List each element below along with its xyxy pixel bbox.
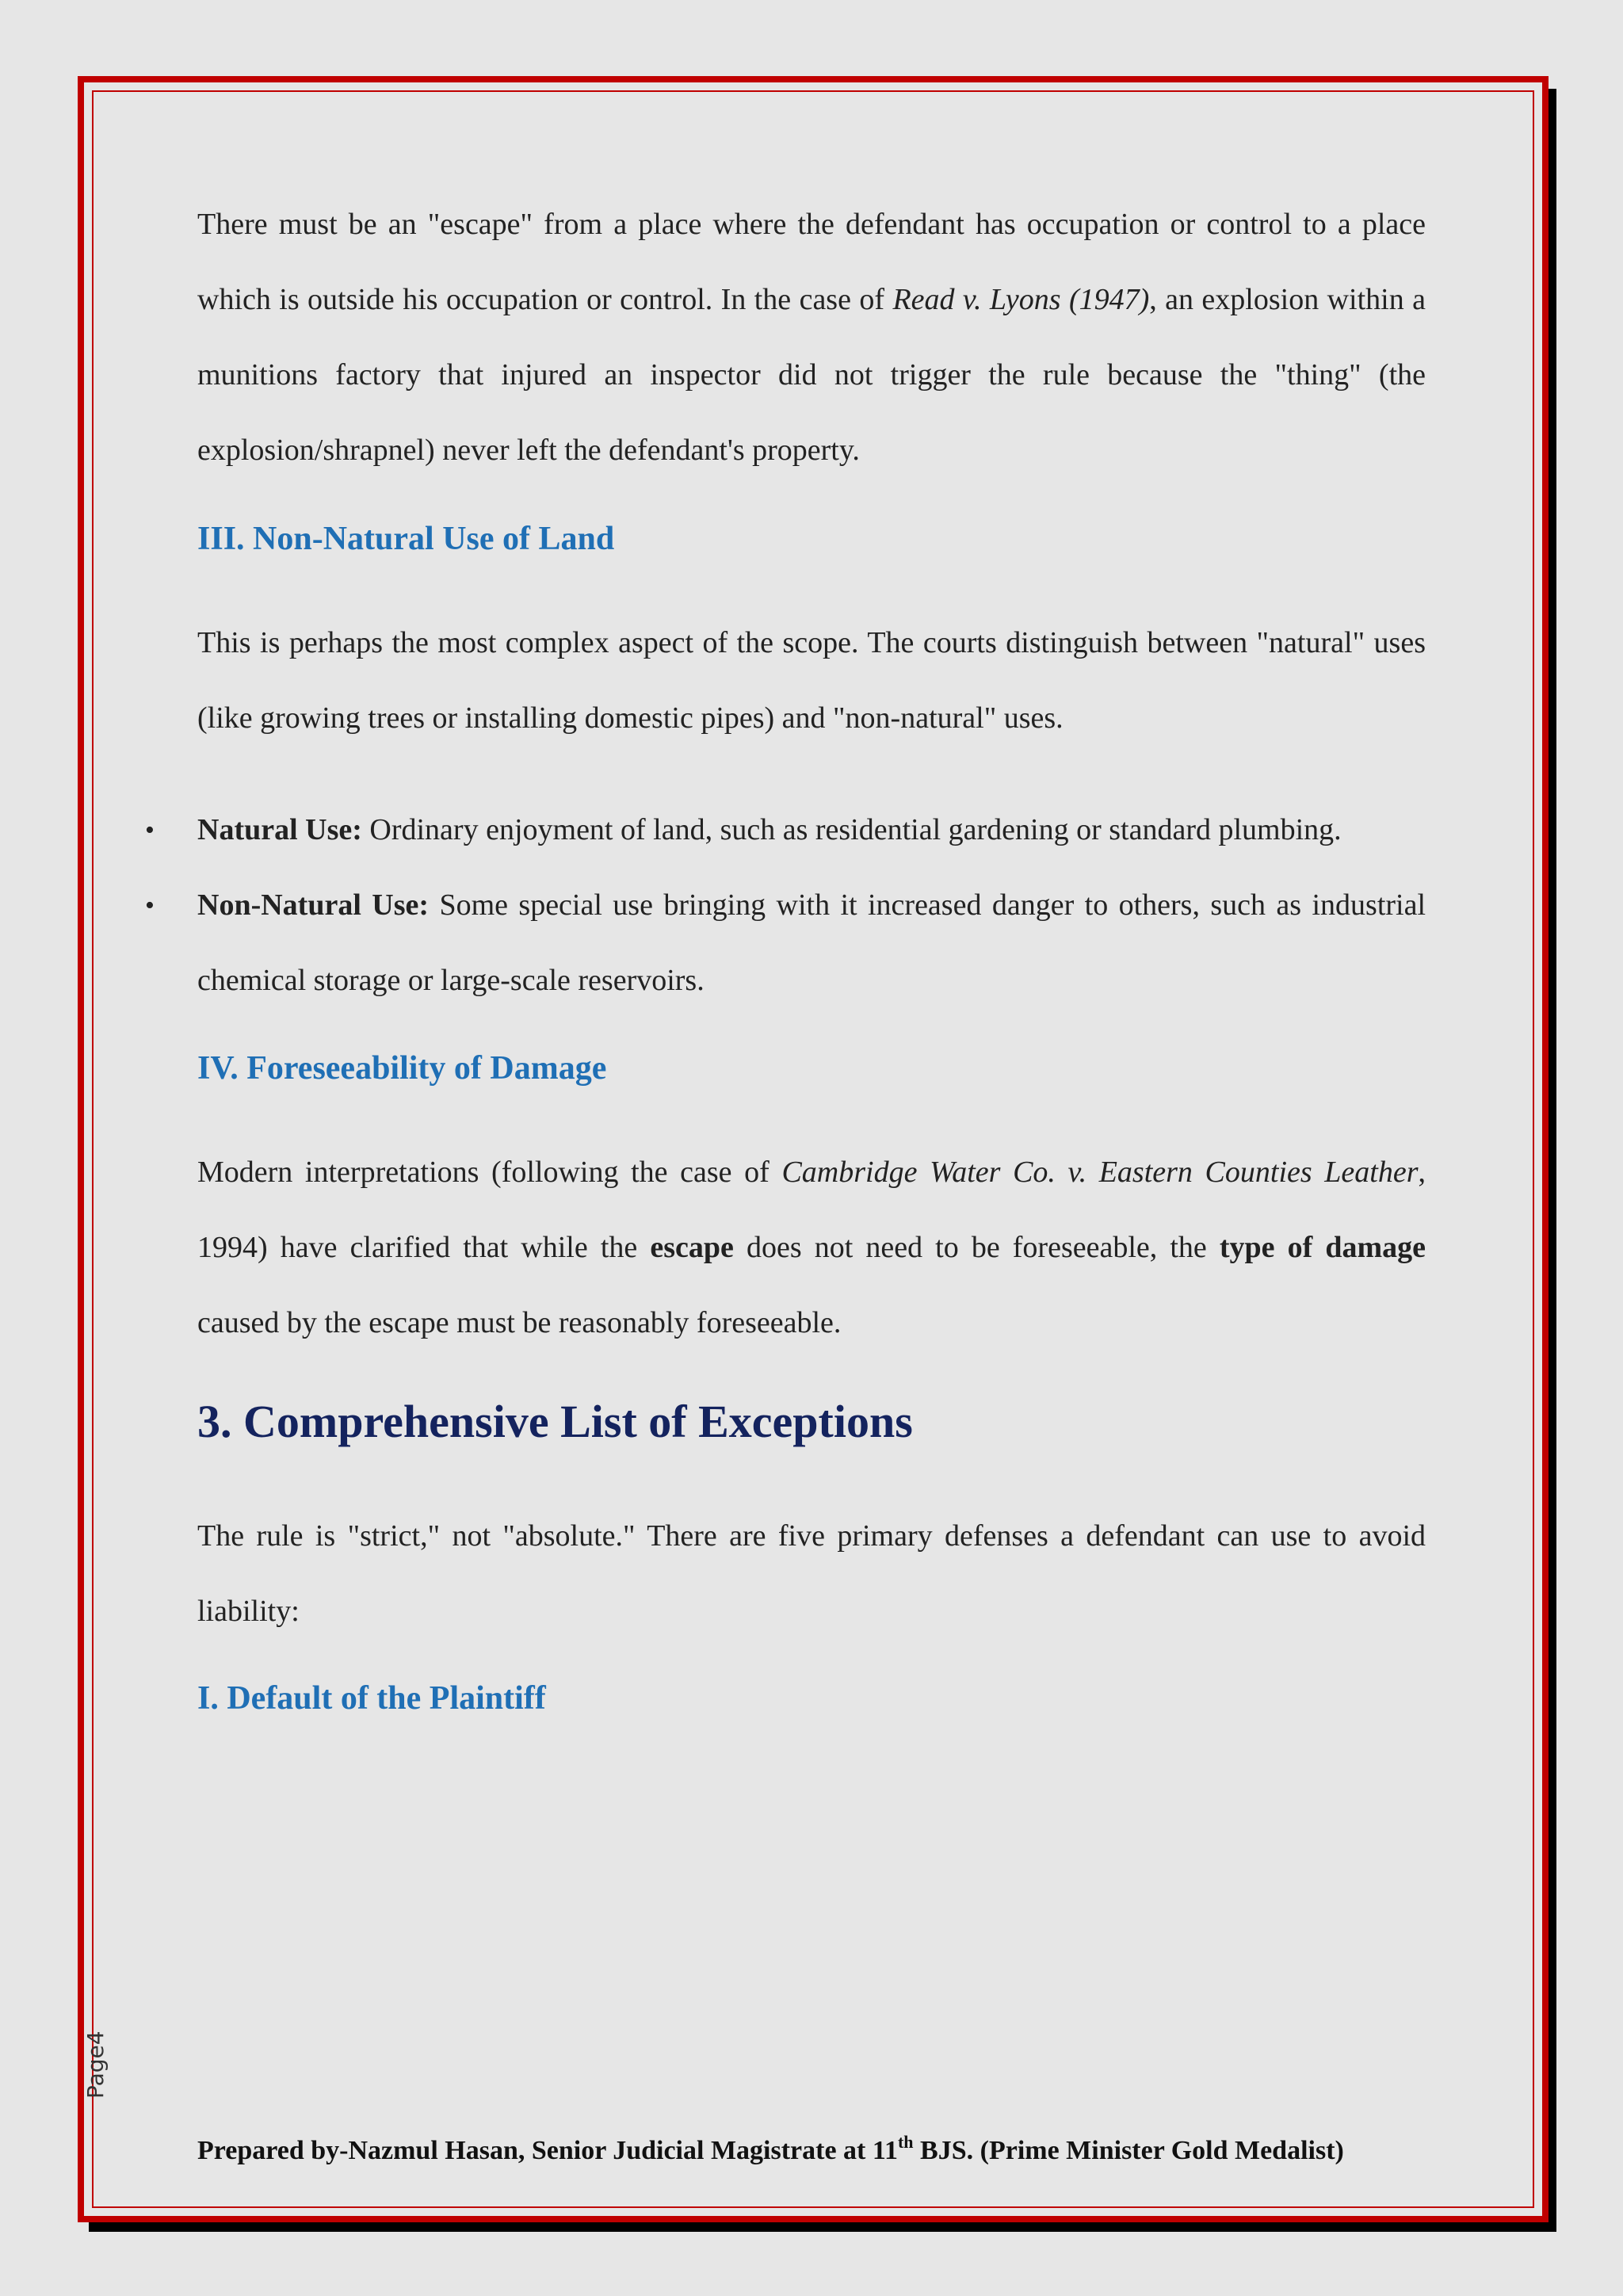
bullet-icon: • (145, 816, 155, 845)
bullet-icon: • (145, 891, 155, 920)
footer-text: Prepared by-Nazmul Hasan, Senior Judicial Magistrate at 11 (197, 2136, 898, 2165)
paragraph-foreseeability (197, 1135, 1426, 1361)
paragraph-text: Modern interpretations (following the case of (197, 1156, 782, 1189)
case-citation: Read v. Lyons (1947) (892, 283, 1150, 316)
list-item-natural-use (145, 793, 1426, 868)
paragraph-text: caused by the escape must be reasonably foreseeable. (197, 1306, 842, 1339)
list-item-term: Non-Natural Use: (197, 888, 430, 922)
section-heading-default-of-plaintiff: I. Default of the Plaintiff (197, 1680, 546, 1717)
page-number: Page4 (82, 2030, 109, 2099)
paragraph-text: There must be an "escape" from a place where the defendant has occupation or control to a place which is outside his occupation or control. In the case of (197, 208, 1426, 316)
list-item-non-natural-use (145, 868, 1426, 1018)
paragraph-exceptions-intro: The rule is "strict," not "absolute." There are five primary defenses a defendant can use to avoid liability: (197, 1519, 1426, 1628)
section-heading-foreseeability: IV. Foreseeability of Damage (197, 1050, 607, 1087)
document-content (145, 187, 1426, 1722)
paragraph-text: does not need to be foreseeable, the (733, 1231, 1220, 1264)
emphasis-type-of-damage: type of damage (1219, 1231, 1426, 1264)
emphasis-escape: escape (650, 1231, 734, 1264)
footer-credit (197, 2132, 1344, 2166)
paragraph-text: , 1994) have clarified that while the (197, 1156, 1426, 1264)
list-item-text: Some special use bringing with it increased danger to others, such as industrial chemical storage or large-scale reservoirs. (197, 888, 1426, 997)
paragraph-text: , an explosion within a munitions factory that injured an inspector did not trigger the rule because the "thing" (the explosion/shrapnel) never left the defendant's property. (197, 283, 1426, 467)
paragraph-escape (197, 187, 1426, 488)
chapter-heading-exceptions: 3. Comprehensive List of Exceptions (197, 1396, 913, 1447)
footer-text: BJS. (Prime Minister Gold Medalist) (913, 2136, 1344, 2165)
footer-superscript: th (897, 2132, 914, 2152)
section-heading-non-natural-use: III. Non-Natural Use of Land (197, 521, 615, 557)
list-item-term: Natural Use: (197, 813, 362, 846)
list-item-text: Ordinary enjoyment of land, such as residential gardening or standard plumbing. (361, 813, 1342, 846)
paragraph-non-natural: This is perhaps the most complex aspect of the scope. The courts distinguish between "natural" uses (like growing trees or installing domestic pipes) and "non-natural" uses. (197, 626, 1426, 735)
use-types-list (145, 793, 1426, 1018)
case-citation: Cambridge Water Co. v. Eastern Counties Leather (781, 1156, 1419, 1189)
